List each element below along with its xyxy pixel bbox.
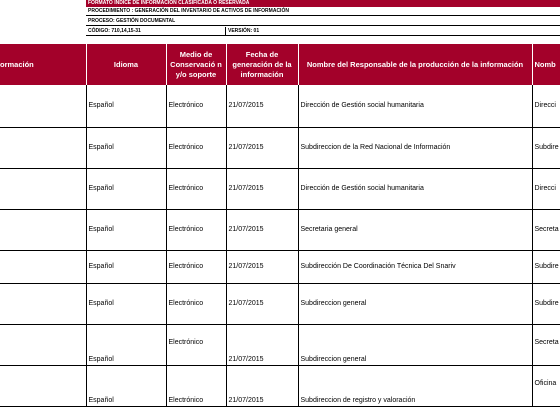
codigo-label: CÓDIGO: 710,14,15-31 — [86, 27, 226, 36]
table-cell-idioma: Español — [86, 209, 166, 250]
procedimiento-label: PROCEDIMIENTO : GENERACIÓN DEL INVENTARIO DE ACTIVOS DE INFORMACIÓN — [86, 7, 560, 16]
inventory-table — [0, 44, 560, 407]
table-cell-nombre: Direcci — [532, 168, 560, 209]
table-cell-idioma: Español — [86, 365, 166, 406]
column-header-fecha: Fecha de generación de la información — [226, 44, 298, 85]
table-cell-nombre: Secreta — [532, 324, 560, 365]
table-cell — [0, 324, 86, 365]
column-header-nombre: Nomb — [532, 44, 560, 85]
table-row — [0, 365, 560, 406]
table-cell-fecha: 21/07/2015 — [226, 250, 298, 283]
proceso-label: PROCESO: GESTIÓN DOCUMENTAL — [86, 17, 560, 26]
table-cell — [0, 250, 86, 283]
table-cell-medio: Electrónico — [166, 168, 226, 209]
table-cell-nombre: Secreta — [532, 209, 560, 250]
table-cell-idioma: Español — [86, 283, 166, 324]
table-cell-nombre: Subdire — [532, 127, 560, 168]
table-header-row — [0, 44, 560, 85]
table-cell-nombre: Subdire — [532, 250, 560, 283]
table-cell-responsable: Subdireccion de registro y valoración — [298, 365, 532, 406]
table-row — [0, 209, 560, 250]
table-cell-responsable: Dirección de Gestión social humanitaria — [298, 168, 532, 209]
column-header-idioma: Idioma — [86, 44, 166, 85]
table-cell — [0, 168, 86, 209]
table-cell — [0, 85, 86, 127]
table-cell-nombre: Oficina — [532, 365, 560, 406]
table-cell-fecha: 21/07/2015 — [226, 209, 298, 250]
table-row — [0, 283, 560, 324]
table-cell-medio: Electrónico — [166, 365, 226, 406]
table-cell-fecha: 21/07/2015 — [226, 324, 298, 365]
table-cell — [0, 127, 86, 168]
table-cell-idioma: Español — [86, 168, 166, 209]
version-label: VERSIÓN: 01 — [226, 27, 560, 36]
table-cell-medio: Electrónico — [166, 127, 226, 168]
column-header-medio: Medio de Conservació n y/o soporte — [166, 44, 226, 85]
table-cell-fecha: 21/07/2015 — [226, 283, 298, 324]
table-cell — [0, 365, 86, 406]
column-header-responsable: Nombre del Responsable de la producción de la información — [298, 44, 532, 85]
table-cell-idioma: Español — [86, 85, 166, 127]
table-cell-responsable: Dirección de Gestión social humanitaria — [298, 85, 532, 127]
table-cell-medio: Electrónico — [166, 209, 226, 250]
table-cell-medio: Electrónico — [166, 250, 226, 283]
table-row — [0, 85, 560, 127]
table-row — [0, 168, 560, 209]
table-row — [0, 127, 560, 168]
table-cell-fecha: 21/07/2015 — [226, 127, 298, 168]
table-cell-fecha: 21/07/2015 — [226, 365, 298, 406]
table-cell-responsable: Subdireccion general — [298, 324, 532, 365]
table-cell-responsable: Subdirección De Coordinación Técnica Del Snariv — [298, 250, 532, 283]
table-cell-fecha: 21/07/2015 — [226, 85, 298, 127]
table-cell — [0, 209, 86, 250]
table-cell-nombre: Subdire — [532, 283, 560, 324]
table-row — [0, 324, 560, 365]
table-cell — [0, 283, 86, 324]
table-cell-medio: Electrónico — [166, 324, 226, 365]
table-row — [0, 250, 560, 283]
table-cell-medio: Electrónico — [166, 85, 226, 127]
table-cell-responsable: Subdireccion general — [298, 283, 532, 324]
column-header-informacion: ormación — [0, 44, 86, 85]
table-cell-fecha: 21/07/2015 — [226, 168, 298, 209]
table-cell-idioma: Español — [86, 250, 166, 283]
table-cell-idioma: Español — [86, 324, 166, 365]
table-cell-responsable: Secretaria general — [298, 209, 532, 250]
table-cell-responsable: Subdireccion de la Red Nacional de Información — [298, 127, 532, 168]
table-cell-idioma: Español — [86, 127, 166, 168]
table-cell-nombre: Direcci — [532, 85, 560, 127]
table-cell-medio: Electrónico — [166, 283, 226, 324]
form-title: FORMATO ÍNDICE DE INFORMACIÓN CLASIFICADA O RESERVADA — [86, 0, 560, 7]
